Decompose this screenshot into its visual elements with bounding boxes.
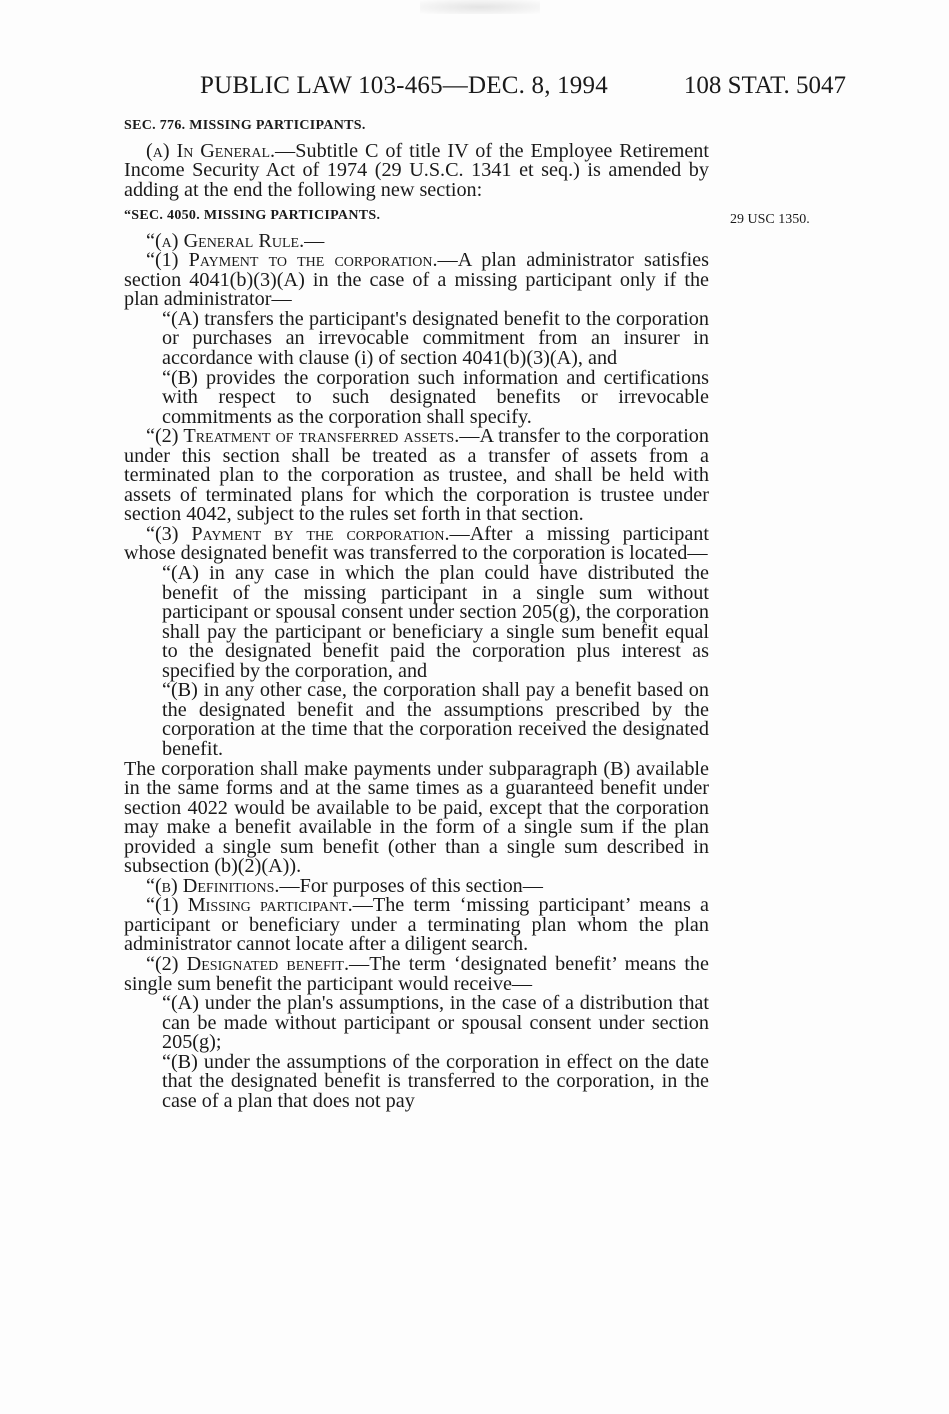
paragraph-2-text: A transfer to the corporation under this section shall be treated as a transfer of assets from a terminated plan to the corporation as trustee, and shall be held with assets of terminated plans for which the corporation is trustee under section 4042, subject to the rules set forth in that section.	[124, 425, 709, 526]
paragraph-1-lead: “(1) Payment to the corporation.—	[146, 249, 458, 272]
paragraph-3-lead: “(3) Payment by the corporation.—	[146, 522, 470, 545]
paragraph-1	[124, 251, 709, 310]
subparagraph-1A: “(A) transfers the participant's designated benefit to the corporation or purchases an irrevocable commitment from an insurer in accordance with clause (i) of section 4041(b)(3)(A), and	[162, 307, 709, 370]
definition-2-text: The term ‘designated benefit’ means the single sum benefit the participant would receive—	[124, 952, 709, 995]
definitions-lead: “(b) Definitions.—	[146, 874, 300, 897]
section-4050-heading: “SEC. 4050. MISSING PARTICIPANTS.	[124, 208, 381, 224]
page-header	[124, 72, 846, 104]
definition-1-text: The term ‘missing participant’ means a participant or beneficiary under a terminating plan whom the plan administrator cannot locate after a diligent search.	[124, 894, 709, 956]
paragraph-a-text: Subtitle C of title IV of the Employee Retirement Income Security Act of 1974 (29 U.S.C. 1341 et seq.) is amended by adding at the end the following new section:	[124, 139, 709, 201]
paragraph-1-text: A plan administrator satisfies section 4041(b)(3)(A) in the case of a missing participant only if the plan administrator—	[124, 249, 709, 311]
paragraph-3	[124, 522, 709, 565]
subparagraph-1B: “(B) provides the corporation such information and certifications with respect to such designated benefits or irrevocable commitments as the corporation shall specify.	[162, 366, 709, 428]
paragraph-a	[124, 139, 709, 201]
paragraph-a-lead: (a) In General.—	[146, 139, 296, 162]
definition-2B: “(B) under the assumptions of the corporation in effect on the date that the designated benefit is transferred to the corporation, in the case of a plan that does not pay	[162, 1050, 709, 1112]
margin-note: 29 USC 1350.	[730, 212, 810, 227]
definition-1	[124, 896, 709, 955]
document-body	[124, 116, 709, 1111]
paragraph-3-text: After a missing participant whose designated benefit was transferred to the corporation is located—	[124, 522, 709, 565]
definition-2A: “(A) under the plan's assumptions, in the case of a distribution that can be made without participant or spousal consent under section 205(g);	[162, 992, 709, 1054]
paragraph-2	[124, 427, 709, 525]
paragraph-2-lead: “(2) Treatment of transferred assets.—	[146, 425, 480, 448]
header-citation: PUBLIC LAW 103-465—DEC. 8, 1994	[200, 72, 608, 99]
subparagraph-3B: “(B) in any other case, the corporation shall pay a benefit based on the designated benefit and the assumptions prescribed by the corporation at the time that the corporation received the designated benefit.	[162, 679, 709, 760]
definition-2	[124, 952, 709, 995]
definitions-text: For purposes of this section—	[299, 874, 543, 897]
subparagraph-3A: “(A) in any case in which the plan could have distributed the benefit of the missing participant in a single sum without participant or spousal consent under section 205(g), the corporation shall pay the participant or beneficiary a single sum benefit equal to the designated benefit paid the corporation plus interest as specified by the corporation, and	[162, 562, 709, 682]
header-statute-page: 108 STAT. 5047	[683, 72, 846, 99]
definition-2-lead: “(2) Designated benefit.—	[146, 952, 370, 975]
definition-1-lead: “(1) Missing participant.—	[146, 894, 373, 917]
scan-smudge	[420, 0, 540, 14]
general-rule-heading: “(a) General Rule.—	[146, 229, 325, 252]
paragraph-3-flush-text: The corporation shall make payments under subparagraph (B) available in the same forms and at the same times as a guaranteed benefit under section 4022 would be available to be paid, except that the corporation may make a benefit available in the form of a single sum if the plan provided a single sum benefit (other than a single sum described in subsection (b)(2)(A)).	[124, 757, 709, 878]
section-776-heading: SEC. 776. MISSING PARTICIPANTS.	[124, 118, 366, 133]
